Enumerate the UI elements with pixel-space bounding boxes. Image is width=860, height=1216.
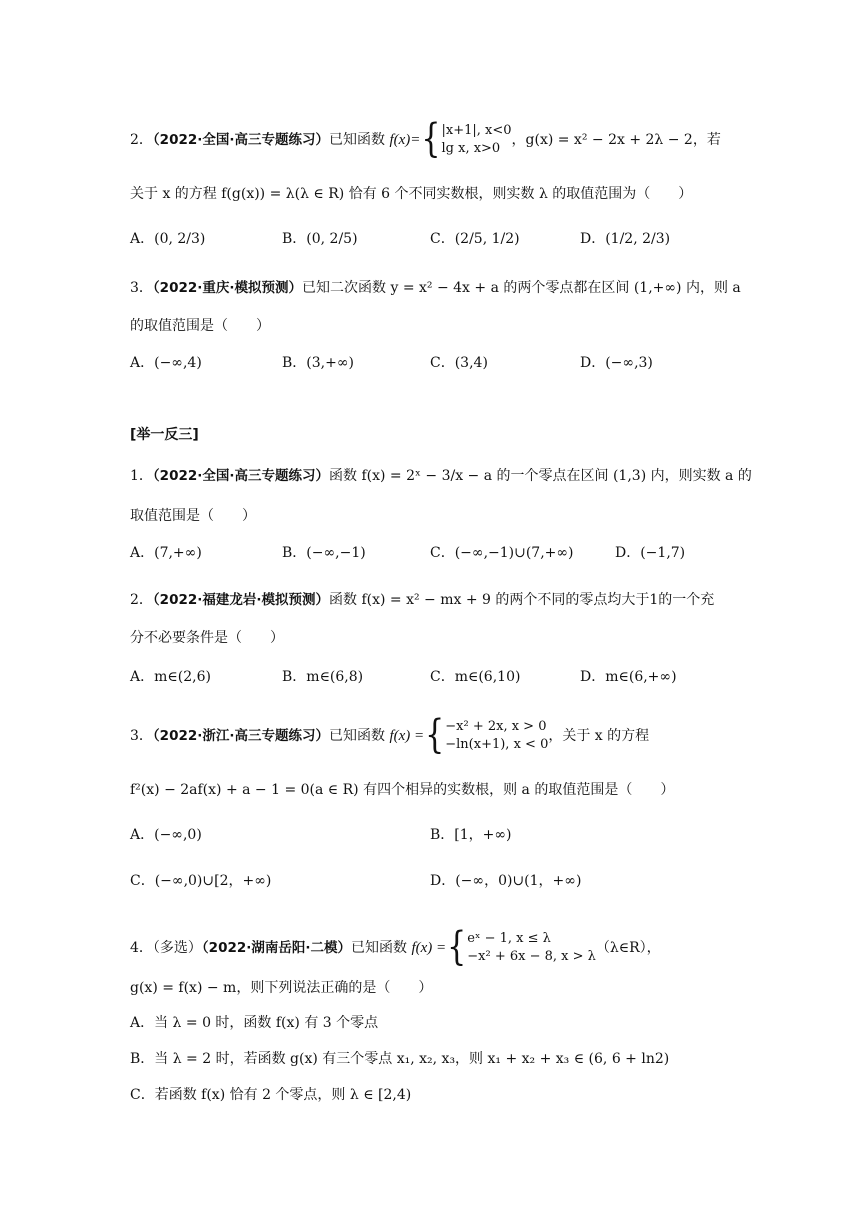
p2-line-1 <box>130 590 714 610</box>
p3-line-1 <box>130 712 650 759</box>
p3-option-b: B．[1，+∞) <box>430 827 512 843</box>
p1-number: 1． <box>130 468 153 484</box>
q3-option-c: C．(3,4) <box>430 355 488 371</box>
q2-stem-a: 已知函数 <box>329 132 386 148</box>
p3-stem-a: 已知函数 <box>329 728 386 744</box>
q2-option-a: A．(0, 2/3) <box>130 231 206 247</box>
p3-option-d: D．(−∞，0)∪(1，+∞) <box>430 873 582 889</box>
p4-brace: { <box>447 924 467 971</box>
q3-line-1 <box>130 278 741 298</box>
q2-source: （2022·全国·高三专题练习） <box>152 132 330 148</box>
p3-f-case2: −ln(x+1), x < 0 <box>445 737 549 752</box>
p2-line-2: 分不必要条件是（ ） <box>130 630 284 646</box>
p4-option-c: C．若函数 f(x) 恰有 2 个零点，则 λ ∈ [2,4) <box>130 1087 412 1103</box>
p3-option-c: C．(−∞,0)∪[2，+∞) <box>130 873 272 889</box>
q2-option-c: C．(2/5, 1/2) <box>430 231 520 247</box>
p1-line-1 <box>130 466 752 486</box>
q2-g-def: ，g(x) = x² − 2x + 2λ − 2，若 <box>511 132 721 148</box>
p3-f-case1: −x² + 2x, x > 0 <box>445 719 547 734</box>
p3-f-cases <box>445 718 548 754</box>
p4-f-cases <box>467 930 596 966</box>
q2-line-1 <box>130 116 721 163</box>
p3-source: （2022·浙江·高三专题练习） <box>152 728 330 744</box>
p4-f-case2: −x² + 6x − 8, x > λ <box>467 949 596 964</box>
p4-f-lhs: f(x) = <box>411 940 447 956</box>
q2-number: 2． <box>130 132 153 148</box>
p4-tag: （多选） <box>152 940 202 956</box>
p4-stem-a2: （λ∈R）， <box>595 940 661 956</box>
p1-option-a: A．(7,+∞) <box>130 545 202 561</box>
section-heading: [举一反三] <box>130 427 199 443</box>
p3-option-a: A．(−∞,0) <box>130 827 202 843</box>
q2-f-lhs: f(x)= <box>389 132 421 148</box>
p3-stem-a2: ，关于 x 的方程 <box>548 728 650 744</box>
p2-source: （2022·福建龙岩·模拟预测） <box>152 592 330 608</box>
p4-number: 4． <box>130 940 153 956</box>
p4-line-2: g(x) = f(x) − m，则下列说法正确的是（ ） <box>130 980 433 996</box>
q3-stem-a: 已知二次函数 y = x² − 4x + a 的两个零点都在区间 (1,+∞) 内，则 a <box>302 280 741 296</box>
q3-source: （2022·重庆·模拟预测） <box>152 280 303 296</box>
p4-option-b: B．当 λ = 2 时，若函数 g(x) 有三个零点 x₁, x₂, x₃，则 x₁ + x₂ + x₃ ∈ (6, 6 + ln2) <box>130 1051 670 1067</box>
q3-number: 3． <box>130 280 153 296</box>
q3-option-b: B．(3,+∞) <box>282 355 354 371</box>
p1-option-b: B．(−∞,−1) <box>282 545 366 561</box>
p1-option-d: D．(−1,7) <box>615 545 686 561</box>
p2-option-d: D．m∈(6,+∞) <box>580 669 677 685</box>
p4-stem-a: 已知函数 <box>351 940 408 956</box>
p1-source: （2022·全国·高三专题练习） <box>152 468 330 484</box>
q3-option-d: D．(−∞,3) <box>580 355 653 371</box>
q2-line-2: 关于 x 的方程 f(g(x)) = λ(λ ∈ R) 恰有 6 个不同实数根，则实数 λ 的取值范围为（ ） <box>130 186 693 202</box>
p2-number: 2． <box>130 592 153 608</box>
p2-option-a: A．m∈(2,6) <box>130 669 211 685</box>
q3-option-a: A．(−∞,4) <box>130 355 202 371</box>
q2-f-case1: |x+1|, x<0 <box>441 123 512 138</box>
q2-brace: { <box>421 116 441 163</box>
p4-source: （2022·湖南岳阳·二模） <box>201 940 352 956</box>
q2-f-cases <box>442 122 512 158</box>
p4-line-1 <box>130 924 661 971</box>
q2-f-case2: lg x, x>0 <box>441 141 501 156</box>
p1-line-2: 取值范围是（ ） <box>130 508 256 524</box>
p3-brace: { <box>425 712 445 759</box>
p4-option-a: A．当 λ = 0 时，函数 f(x) 有 3 个零点 <box>130 1015 379 1031</box>
p3-f-lhs: f(x) = <box>389 728 425 744</box>
p2-option-b: B．m∈(6,8) <box>282 669 364 685</box>
q3-line-2: 的取值范围是（ ） <box>130 318 270 334</box>
p2-option-c: C．m∈(6,10) <box>430 669 521 685</box>
p1-stem-a: 函数 f(x) = 2ˣ − 3/x − a 的一个零点在区间 (1,3) 内，则实数 a 的 <box>329 468 752 484</box>
p4-f-case1: eˣ − 1, x ≤ λ <box>467 931 551 946</box>
p2-stem-a: 函数 f(x) = x² − mx + 9 的两个不同的零点均大于1的一个充 <box>329 592 715 608</box>
q2-option-d: D．(1/2, 2/3) <box>580 231 671 247</box>
q2-option-b: B．(0, 2/5) <box>282 231 358 247</box>
p3-line-2: f²(x) − 2af(x) + a − 1 = 0(a ∈ R) 有四个相异的实数根，则 a 的取值范围是（ ） <box>130 782 675 798</box>
p1-option-c: C．(−∞,−1)∪(7,+∞) <box>430 545 574 561</box>
p3-number: 3． <box>130 728 153 744</box>
